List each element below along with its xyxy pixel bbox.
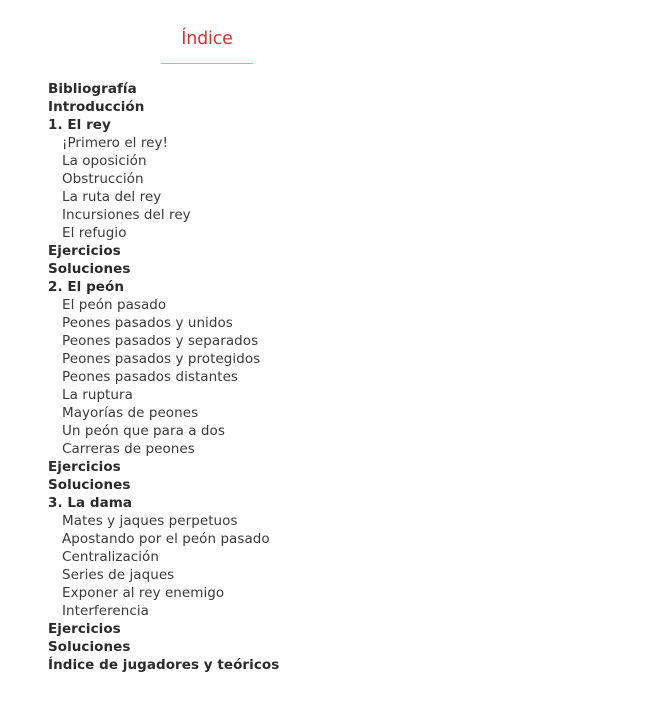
toc-item-label[interactable]: La oposición <box>62 153 147 169</box>
toc-item-label[interactable]: Obstrucción <box>62 171 144 187</box>
toc-chapter-item[interactable] <box>48 458 279 476</box>
toc-item-label[interactable]: Exponer al rey enemigo <box>62 585 225 601</box>
toc-item-label[interactable]: 2. El peón <box>48 279 124 295</box>
toc-section-item[interactable] <box>48 350 279 368</box>
toc-chapter-item[interactable] <box>48 278 279 296</box>
toc-section-item[interactable] <box>48 134 279 152</box>
toc-item-label[interactable]: Carreras de peones <box>62 441 195 457</box>
toc-item-label[interactable]: Peones pasados y separados <box>62 333 259 349</box>
toc-chapter-item[interactable] <box>48 260 279 278</box>
toc-item-label[interactable]: La ruta del rey <box>62 189 162 205</box>
toc-item-label[interactable]: Soluciones <box>48 477 131 493</box>
toc-item-label[interactable]: La ruptura <box>62 387 133 403</box>
toc-item-label[interactable]: Mates y jaques perpetuos <box>62 513 238 529</box>
toc-section-item[interactable] <box>48 368 279 386</box>
toc-item-label[interactable]: Centralización <box>62 549 159 565</box>
toc-item-label[interactable]: Ejercicios <box>48 243 121 259</box>
toc-chapter-item[interactable] <box>48 80 279 98</box>
toc-item-label[interactable]: 3. La dama <box>48 495 133 511</box>
toc-item-label[interactable]: Peones pasados y protegidos <box>62 351 261 367</box>
toc-chapter-item[interactable] <box>48 476 279 494</box>
toc-chapter-item[interactable] <box>48 116 279 134</box>
toc-section-item[interactable] <box>48 386 279 404</box>
toc-chapter-item[interactable] <box>48 638 279 656</box>
toc-item-label[interactable]: Ejercicios <box>48 621 121 637</box>
toc-item-label[interactable]: Series de jaques <box>62 567 175 583</box>
toc-chapter-item[interactable] <box>48 242 279 260</box>
toc-item-label[interactable]: Peones pasados y unidos <box>62 315 233 331</box>
toc-section-item[interactable] <box>48 404 279 422</box>
toc-section-item[interactable] <box>48 152 279 170</box>
toc-item-label[interactable]: Peones pasados distantes <box>62 369 239 385</box>
toc-item-label[interactable]: ¡Primero el rey! <box>62 135 168 151</box>
toc-section-item[interactable] <box>48 314 279 332</box>
toc-item-label[interactable]: Bibliografía <box>48 81 137 97</box>
toc-item-label[interactable]: 1. El rey <box>48 117 111 133</box>
toc-item-label[interactable]: Ejercicios <box>48 459 121 475</box>
toc-item-label[interactable]: Índice de jugadores y teóricos <box>48 657 280 673</box>
toc-item-label[interactable]: Incursiones del rey <box>62 207 191 223</box>
page-title: Índice <box>181 29 233 49</box>
toc-item-label[interactable]: Soluciones <box>48 639 131 655</box>
toc-item-label[interactable]: Interferencia <box>62 603 149 619</box>
toc-section-item[interactable] <box>48 566 279 584</box>
toc-section-item[interactable] <box>48 296 279 314</box>
toc-chapter-item[interactable] <box>48 98 279 116</box>
toc-chapter-item[interactable] <box>48 656 279 674</box>
toc-section-item[interactable] <box>48 206 279 224</box>
toc-item-label[interactable]: El refugio <box>62 225 127 241</box>
toc-section-item[interactable] <box>48 440 279 458</box>
toc-item-label[interactable]: El peón pasado <box>62 297 167 313</box>
toc-item-label[interactable]: Un peón que para a dos <box>62 423 225 439</box>
toc-section-item[interactable] <box>48 188 279 206</box>
toc-section-item[interactable] <box>48 422 279 440</box>
toc-item-label[interactable]: Soluciones <box>48 261 131 277</box>
title-divider <box>161 63 253 64</box>
toc-section-item[interactable] <box>48 602 279 620</box>
toc-chapter-item[interactable] <box>48 494 279 512</box>
toc-chapter-item[interactable] <box>48 620 279 638</box>
toc-section-item[interactable] <box>48 548 279 566</box>
toc-section-item[interactable] <box>48 584 279 602</box>
table-of-contents <box>48 80 279 674</box>
toc-item-label[interactable]: Introducción <box>48 99 145 115</box>
toc-section-item[interactable] <box>48 332 279 350</box>
toc-section-item[interactable] <box>48 530 279 548</box>
toc-item-label[interactable]: Mayorías de peones <box>62 405 199 421</box>
toc-section-item[interactable] <box>48 224 279 242</box>
toc-item-label[interactable]: Apostando por el peón pasado <box>62 531 270 547</box>
toc-section-item[interactable] <box>48 170 279 188</box>
toc-section-item[interactable] <box>48 512 279 530</box>
